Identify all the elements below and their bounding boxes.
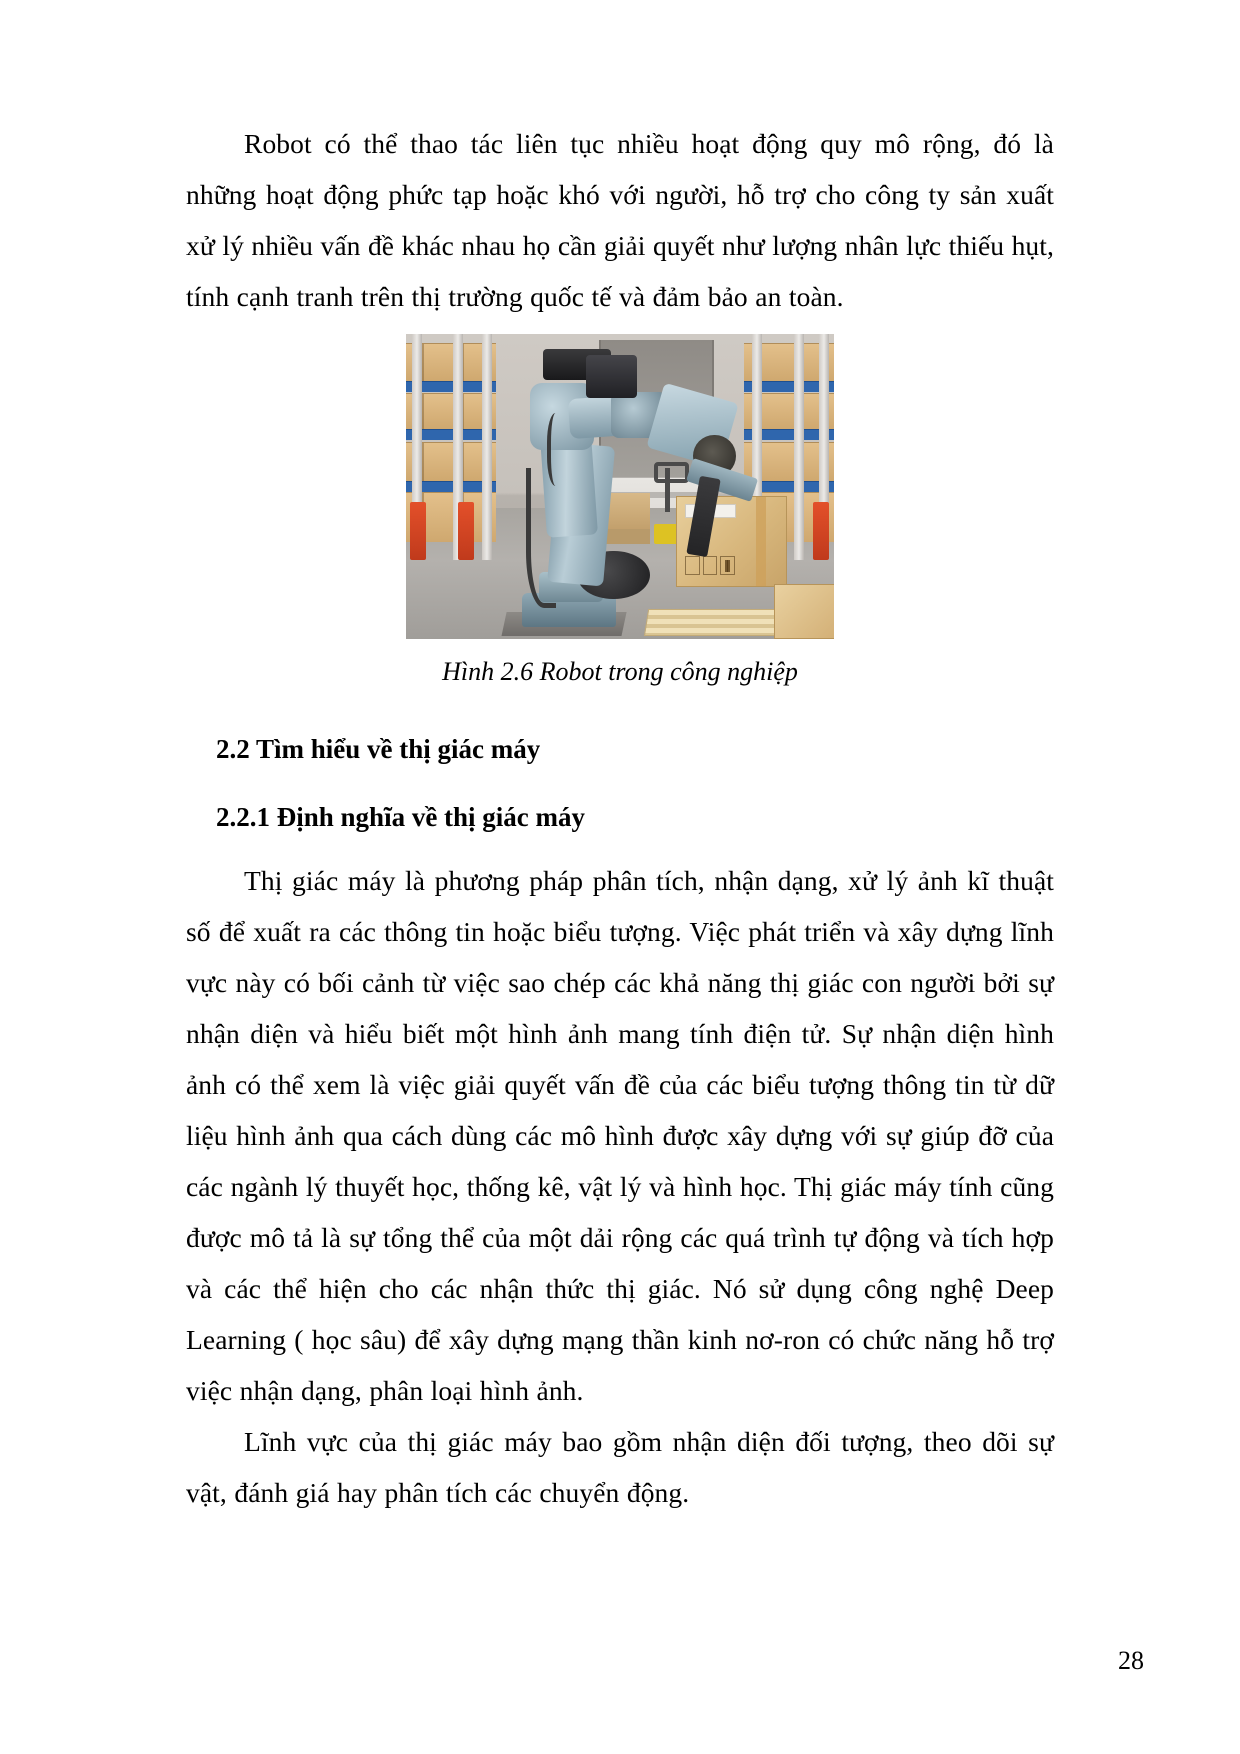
photo-robot-cable xyxy=(526,468,556,608)
page-number: 28 xyxy=(1118,1646,1144,1675)
photo-cardboard-box-floor xyxy=(774,584,834,639)
paragraph-intro-robot: Robot có thể thao tác liên tục nhiều hoạt động quy mô rộng, đó là những hoạt động phức tạp hoặc khó với người, hỗ trợ cho công ty sản xuất xử lý nhiều vấn đề khác nhau họ cần giải quyết như lượng nhân lực thiếu hụt, tính cạnh tranh trên thị trường quốc tế và đảm bảo an toàn. xyxy=(186,128,1054,312)
figure-robot-industrial xyxy=(186,334,1054,689)
figure-image-robot-warehouse xyxy=(406,334,834,639)
figure-caption: Hình 2.6 Robot trong công nghiệp xyxy=(442,657,798,686)
section-heading-2-2: 2.2 Tìm hiểu về thị giác máy xyxy=(216,734,541,764)
photo-shelf-rack-left xyxy=(406,334,496,560)
paragraph-machine-vision-scope: Lĩnh vực của thị giác máy bao gồm nhận diện đối tượng, theo dõi sự vật, đánh giá hay phân tích các chuyển động. xyxy=(186,1426,1054,1508)
photo-robot-cable-upper xyxy=(547,413,568,486)
photo-background-pallet-base xyxy=(603,529,650,544)
section-heading-2-2-1: 2.2.1 Định nghĩa về thị giác máy xyxy=(216,802,586,832)
photo-wooden-pallet xyxy=(643,609,793,636)
page-content xyxy=(186,118,1054,1518)
photo-robot-top-module-secondary xyxy=(586,355,637,398)
paragraph-machine-vision-definition: Thị giác máy là phương pháp phân tích, nhận dạng, xử lý ảnh kĩ thuật số để xuất ra các thông tin hoặc biểu tượng. Việc phát triển và xây dựng lĩnh vực này có bối cảnh từ việc sao chép các khả năng thị giác con người bởi sự nhận diện và hiểu biết một hình ảnh mang tính điện tử. Sự nhận diện hình ảnh có thể xem là việc giải quyết vấn đề của các biểu tượng thông tin từ dữ liệu hình ảnh qua cách dùng các mô hình được xây dựng với sự giúp đỡ của các ngành lý thuyết học, thống kê, vật lý và hình học. Thị giác máy tính cũng được mô tả là sự tổng thể của một dải rộng các quá trình tự động và tích hợp và các thể hiện cho các nhận thức thị giác. Nó sử dụng công nghệ Deep Learning ( học sâu) để xây dựng mạng thần kinh nơ-ron có chức năng hỗ trợ việc nhận dạng, phân loại hình ảnh. xyxy=(186,865,1054,1406)
